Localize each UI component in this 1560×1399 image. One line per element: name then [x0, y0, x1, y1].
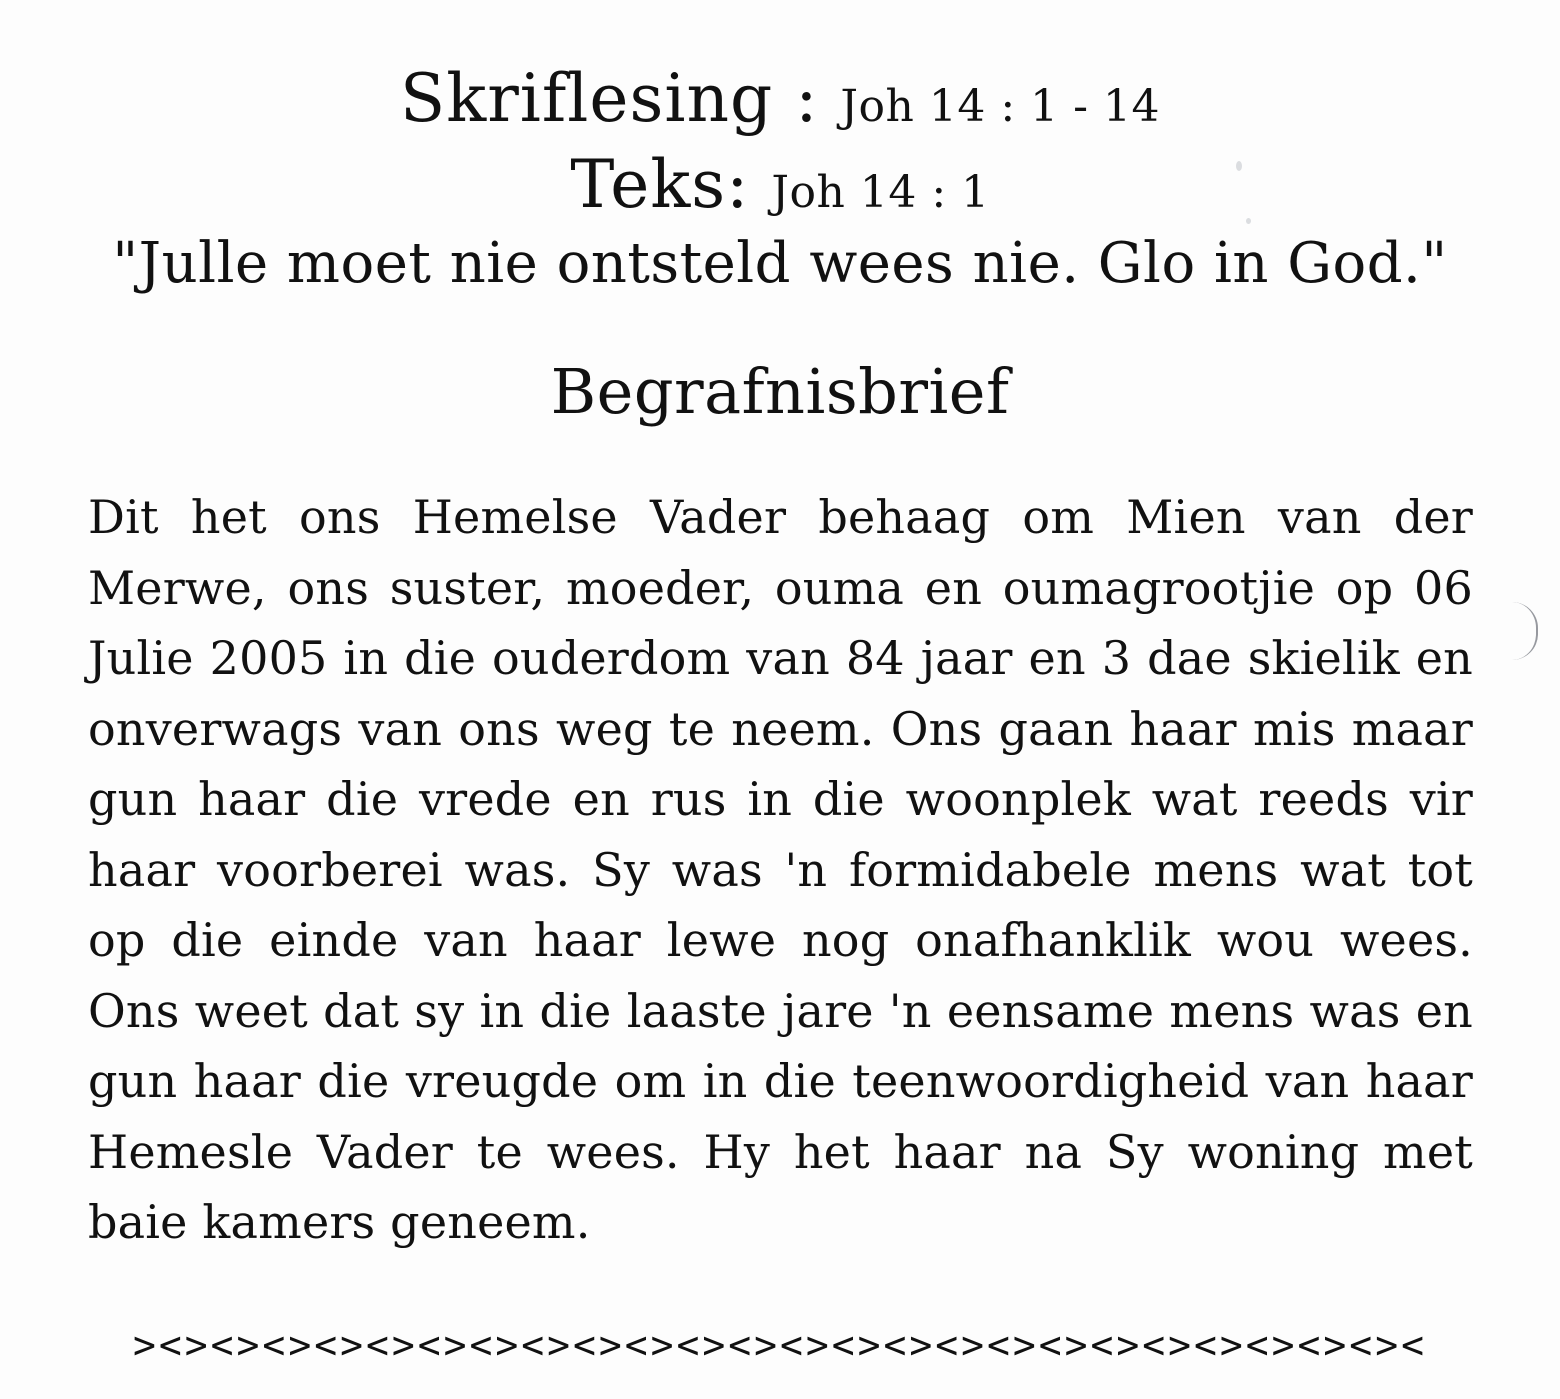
funeral-letter-heading: Begrafnisbrief	[550, 355, 1010, 428]
decorative-ornament-divider: ><><><><><><><><><><><><><><><><><><><><><><><><><	[133, 1323, 1427, 1367]
scripture-reading-label: Skriflesing :	[400, 60, 819, 137]
sermon-text-reference: Joh 14 : 1	[771, 167, 990, 218]
scripture-reading-line	[0, 60, 1560, 137]
funeral-letter-body: Dit het ons Hemelse Vader behaag om Mien van der Merwe, ons suster, moeder, ouma en oumagrootjie op 06 Julie 2005 in die ouderdom van 84 jaar en 3 dae skielik en onverwags van ons weg te neem. Ons gaan haar mis maar gun haar die vrede en rus in die woonplek wat reeds vir haar voorberei was. Sy was 'n formidabele mens wat tot op die einde van haar lewe nog onafhanklik wou wees. Ons weet dat sy in die laaste jare 'n eensame mens was en gun haar die vreugde om in die teenwoordigheid van haar Hemesle Vader te wees. Hy het haar na Sy woning met baie kamers geneem.	[88, 490, 1473, 1249]
scripture-quote: "Julle moet nie ontsteld wees nie. Glo in God."	[112, 231, 1448, 296]
scripture-reading-reference: Joh 14 : 1 - 14	[840, 81, 1160, 132]
sermon-text-line	[0, 146, 1560, 223]
scan-speck	[1236, 161, 1242, 171]
scan-edge-mark	[1512, 602, 1538, 660]
scan-speck	[1246, 218, 1251, 224]
sermon-text-label: Teks:	[570, 146, 750, 223]
